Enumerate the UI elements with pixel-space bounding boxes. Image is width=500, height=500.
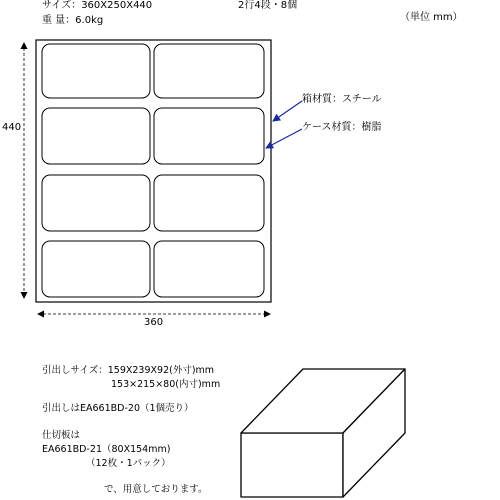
layout-line: 2行4段・8個 <box>238 0 298 11</box>
closing-note: で、用意しております。 <box>104 484 208 495</box>
case-material-label: ケース材質：樹脂 <box>302 122 382 133</box>
drawer-grid <box>42 44 264 297</box>
divider-part-number: EA661BD-21（80X154mm) <box>42 444 171 455</box>
drawer-7 <box>42 241 150 297</box>
drawer-6 <box>154 175 264 231</box>
width-label: 360 <box>144 317 164 328</box>
height-label: 440 <box>2 122 22 133</box>
weight-line: 重 量：6.0kg <box>42 15 104 26</box>
drawer-size-outer: 引出しサイズ：159X239X92(外寸)mm <box>42 365 215 376</box>
drawer-part-number: 引出しはEA661BD-20（1個売り） <box>42 403 194 414</box>
drawer-8 <box>154 241 264 297</box>
drawer-3 <box>42 108 150 164</box>
divider-title: 仕切板は <box>42 430 81 441</box>
box-material-arrow <box>273 101 302 121</box>
drawer-2 <box>154 44 264 98</box>
drawer-4 <box>154 108 264 164</box>
size-line: サイズ：360X250X440 <box>42 0 153 11</box>
drawer-1 <box>42 44 150 98</box>
drawer-3d-front <box>241 433 343 497</box>
drawer-3d-illustration <box>241 369 405 497</box>
drawer-5 <box>42 175 150 231</box>
box-material-label: 箱材質：スチール <box>302 94 382 105</box>
drawer-size-inner: 153×215×80(内寸)mm <box>111 379 221 390</box>
divider-pack: （12枚・1パック） <box>86 458 171 469</box>
unit-line: （単位 mm） <box>400 12 463 23</box>
